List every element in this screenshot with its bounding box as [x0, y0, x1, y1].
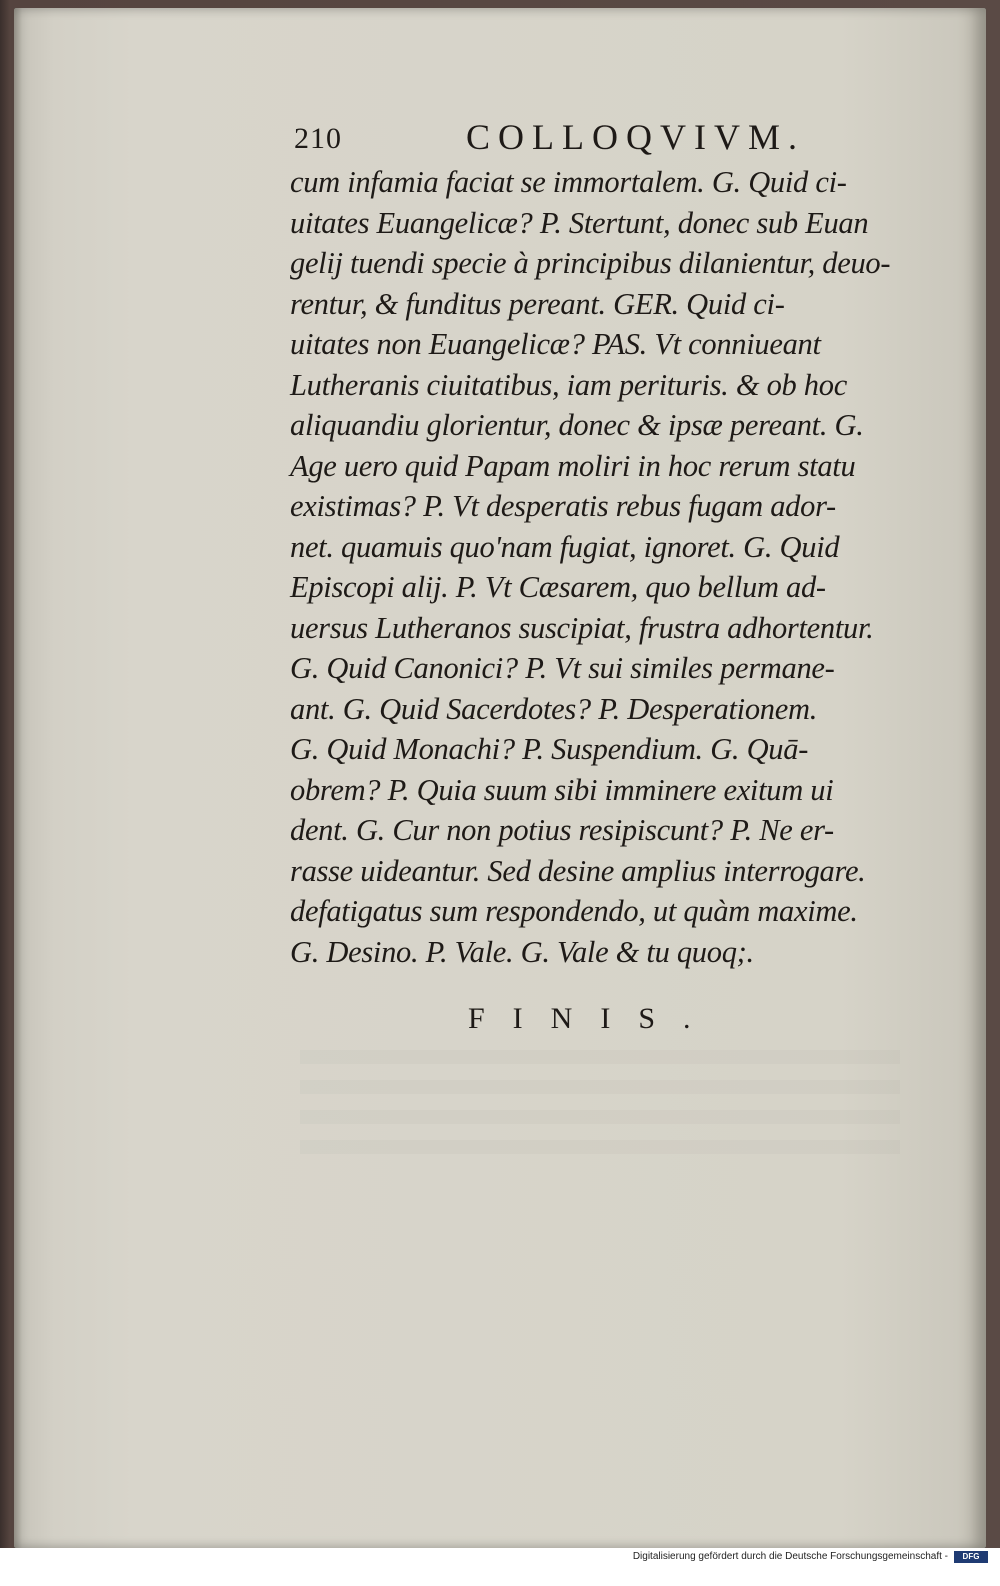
text-line: existimas? P. Vt desperatis rebus fugam ador- — [290, 489, 836, 523]
running-head: COLLOQVIVM. — [466, 117, 805, 157]
text-line: rasse uideantur. Sed desine amplius interrogare. — [290, 853, 866, 888]
text-line: net. quamuis quo'nam fugiat, ignoret. G. Quid — [290, 529, 840, 564]
text-line: G. Desino. P. Vale. G. Vale & tu quoq;. — [290, 934, 754, 969]
footer-credit: Digitalisierung gefördert durch die Deutsche Forschungsgemeinschaft - — [632, 1551, 948, 1562]
text-line: G. Quid Canonici? P. Vt sui similes permane- — [290, 651, 835, 685]
page-number: 210 — [294, 122, 342, 155]
text-line: rentur, & funditus pereant. GER. Quid ci- — [290, 286, 785, 321]
text-line: Lutheranis ciuitatibus, iam perituris. & ob hoc — [290, 367, 847, 402]
page-header — [290, 112, 930, 162]
text-line: uitates non Euangelicæ? PAS. Vt conniueant — [290, 327, 821, 361]
text-line: ant. G. Quid Sacerdotes? P. Desperationem. — [290, 691, 818, 726]
text-line: uitates Euangelicæ? P. Stertunt, donec sub Euan — [290, 205, 869, 240]
text-line: dent. G. Cur non potius resipiscunt? P. Ne er- — [290, 813, 834, 847]
text-line: obrem? P. Quia suum sibi imminere exitum ui — [290, 772, 834, 807]
finis-label: FINIS. — [468, 1002, 719, 1035]
text-line: aliquandiu glorientur, donec & ipsæ pereant. G. — [290, 408, 864, 442]
show-through-text — [300, 1050, 900, 1160]
text-line: uersus Lutheranos suscipiat, frustra adhortentur. — [290, 610, 874, 645]
text-line: gelij tuendi specie à principibus dilanientur, deuo- — [290, 246, 891, 280]
text-line: G. Quid Monachi? P. Suspendium. G. Quā- — [290, 732, 809, 766]
text-line: Age uero quid Papam moliri in hoc rerum statu — [290, 448, 856, 483]
dfg-logo-icon: DFG — [954, 1551, 988, 1563]
text-line: defatigatus sum respondendo, ut quàm maxime. — [290, 894, 858, 928]
text-line: cum infamia faciat se immortalem. G. Quid ci- — [290, 165, 847, 199]
text-block — [290, 112, 930, 972]
body-text — [290, 162, 930, 972]
text-line: Episcopi alij. P. Vt Cæsarem, quo bellum ad- — [290, 570, 826, 604]
